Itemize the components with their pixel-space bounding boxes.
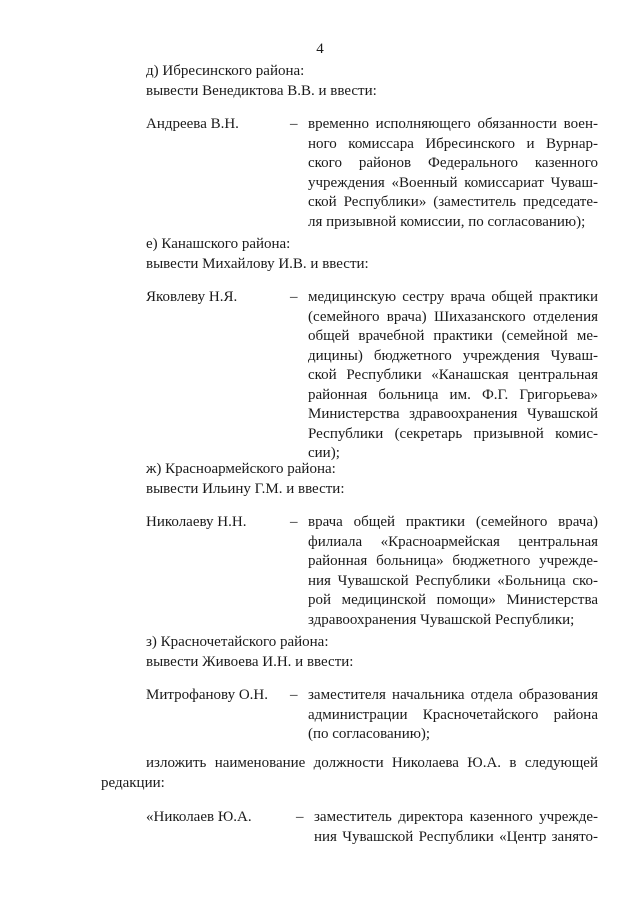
entry-dash: – (290, 289, 298, 305)
desc-line: рой медицинской помощи» Министерства (308, 592, 598, 608)
desc-line: администрации Красночетайского района (308, 706, 598, 723)
desc-line: учреждения «Военный комиссариат Чуваш- (308, 174, 598, 191)
desc-line: здравоохранения Чувашской Республики; (308, 611, 575, 628)
desc-line: ской Республики» (заместитель председате- (308, 194, 598, 210)
desc-line: врача общей практики (семейного врача) (308, 514, 598, 530)
desc-line: районная больница им. Ф.Г. Григорьева» (308, 386, 598, 403)
section-heading-zh: ж) Красноармейского района: (146, 461, 336, 477)
entry-description (308, 115, 598, 232)
entry-description (308, 288, 598, 464)
entry-name: Николаеву Н.Н. (146, 514, 247, 530)
desc-line: ния Чувашской Республики «Больница ско- (308, 572, 598, 589)
desc-line: Министерства здравоохранения Чувашской (308, 406, 598, 422)
desc-line: медицинскую сестру врача общей практики (308, 289, 598, 305)
entry-name: Митрофанову О.Н. (146, 687, 268, 703)
entry-name: Андреева В.Н. (146, 116, 239, 132)
section-action-z: вывести Живоева И.Н. и ввести: (146, 654, 354, 670)
desc-line: районная больница» бюджетного учрежде- (308, 553, 598, 569)
desc-line: временно исполняющего обязанности воен- (308, 116, 598, 132)
desc-line: ного комиссара Ибресинского и Вурнар- (308, 135, 598, 152)
desc-line: заместитель директора казенного учрежде- (314, 809, 598, 825)
entry-dash: – (290, 687, 298, 703)
entry-description (314, 808, 598, 847)
entry-dash: – (290, 116, 298, 132)
desc-line: Республики (секретарь призывной комис- (308, 425, 598, 442)
desc-line: ского районов Федерального казенного (308, 155, 598, 171)
section-action-e: вывести Михайлову И.В. и ввести: (146, 256, 369, 272)
entry-description (308, 686, 598, 745)
paragraph-second-line: редакции: (101, 775, 165, 791)
entry-name: «Николаев Ю.А. (146, 809, 252, 825)
section-heading-e: е) Канашского района: (146, 236, 291, 252)
desc-line: (по согласованию); (308, 726, 431, 742)
desc-line: ля призывной комиссии, по согласованию); (308, 213, 586, 230)
desc-line: дицины) бюджетного учреждения Чуваш- (308, 347, 598, 364)
section-action-d: вывести Венедиктова В.В. и ввести: (146, 83, 377, 99)
desc-line: общей врачебной практики (семейной ме- (308, 328, 598, 344)
section-heading-z: з) Красночетайского района: (146, 634, 329, 650)
section-action-zh: вывести Ильину Г.М. и ввести: (146, 481, 345, 497)
desc-line: ской Республики «Канашская центральная (308, 367, 598, 383)
entry-name: Яковлеву Н.Я. (146, 289, 238, 305)
section-heading-d: д) Ибресинского района: (146, 63, 305, 79)
desc-line: заместителя начальника отдела образования (308, 687, 598, 703)
entry-description (308, 513, 598, 630)
paragraph-first-line: изложить наименование должности Николаева Ю.А. в следующей (146, 755, 598, 771)
desc-line: (семейного врача) Шихазанского отделения (308, 308, 598, 325)
desc-line: сии); (308, 445, 340, 461)
entry-dash: – (296, 809, 304, 825)
entry-dash: – (290, 514, 298, 530)
page-number: 4 (316, 41, 324, 57)
desc-line: филиала «Красноармейская центральная (308, 533, 598, 550)
desc-line: ния Чувашской Республики «Центр занято- (314, 828, 598, 845)
